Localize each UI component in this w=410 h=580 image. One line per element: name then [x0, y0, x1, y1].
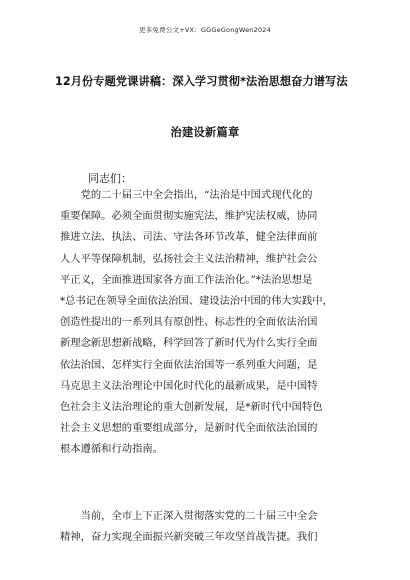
- paragraph-line: 推进立法、执法、司法、守法各环节改革，健全法律面前: [60, 231, 318, 244]
- paragraph-line: 创造性提出的一系列具有原创性、标志性的全面依法治国: [60, 316, 318, 329]
- paragraph-line: 色社会主义法治理论的重大创新发展，是*新时代中国特色: [60, 400, 323, 413]
- paragraph-line: 当前，全市上下正深入贯彻落实党的二十届三中全会: [60, 510, 318, 522]
- document-title-line-1: 12月份专题党课讲稿：深入学习贯彻*法治思想奋力谱写法: [55, 75, 348, 88]
- paragraph-2: [60, 506, 350, 548]
- document-title-line-2: 治建设新篇章: [170, 126, 240, 139]
- header-note: 更多免费公文+VX：GGGeGongWen2024: [139, 26, 271, 34]
- paragraph-line: *总书记在领导全面依法治国、建设法治中国的伟大实践中，: [60, 294, 333, 307]
- paragraph-line: 重要保障。必须全面贯彻实施宪法，维护宪法权威，协同: [60, 210, 318, 223]
- paragraph-line: 社会主义思想的重要组成部分，是新时代全面依法治国的: [60, 422, 318, 435]
- paragraph-line: 依法治国、怎样实行全面依法治国等一系列重大问题，是: [60, 358, 318, 371]
- paragraph-line: 新理念新思想新战略，科学回答了新时代为什么实行全面: [60, 337, 318, 350]
- paragraph-line: 精神，奋力实现全面振兴新突破三年攻坚首战告捷。我们: [60, 531, 318, 544]
- paragraph-line: 根本遵循和行动指南。: [60, 443, 163, 456]
- paragraph-1: [60, 185, 350, 460]
- paragraph-line: 党的二十届三中全会指出，“法治是中国式现代化的: [60, 189, 313, 201]
- paragraph-line: 平正义，全面推进国家各方面工作法治化。”*法治思想是: [60, 273, 313, 286]
- paragraph-line: 马克思主义法治理论中国化时代化的最新成果，是中国特: [60, 379, 318, 392]
- greeting: 同志们：: [88, 172, 132, 185]
- paragraph-line: 人人平等保障机制，弘扬社会主义法治精神，维护社会公: [60, 252, 318, 265]
